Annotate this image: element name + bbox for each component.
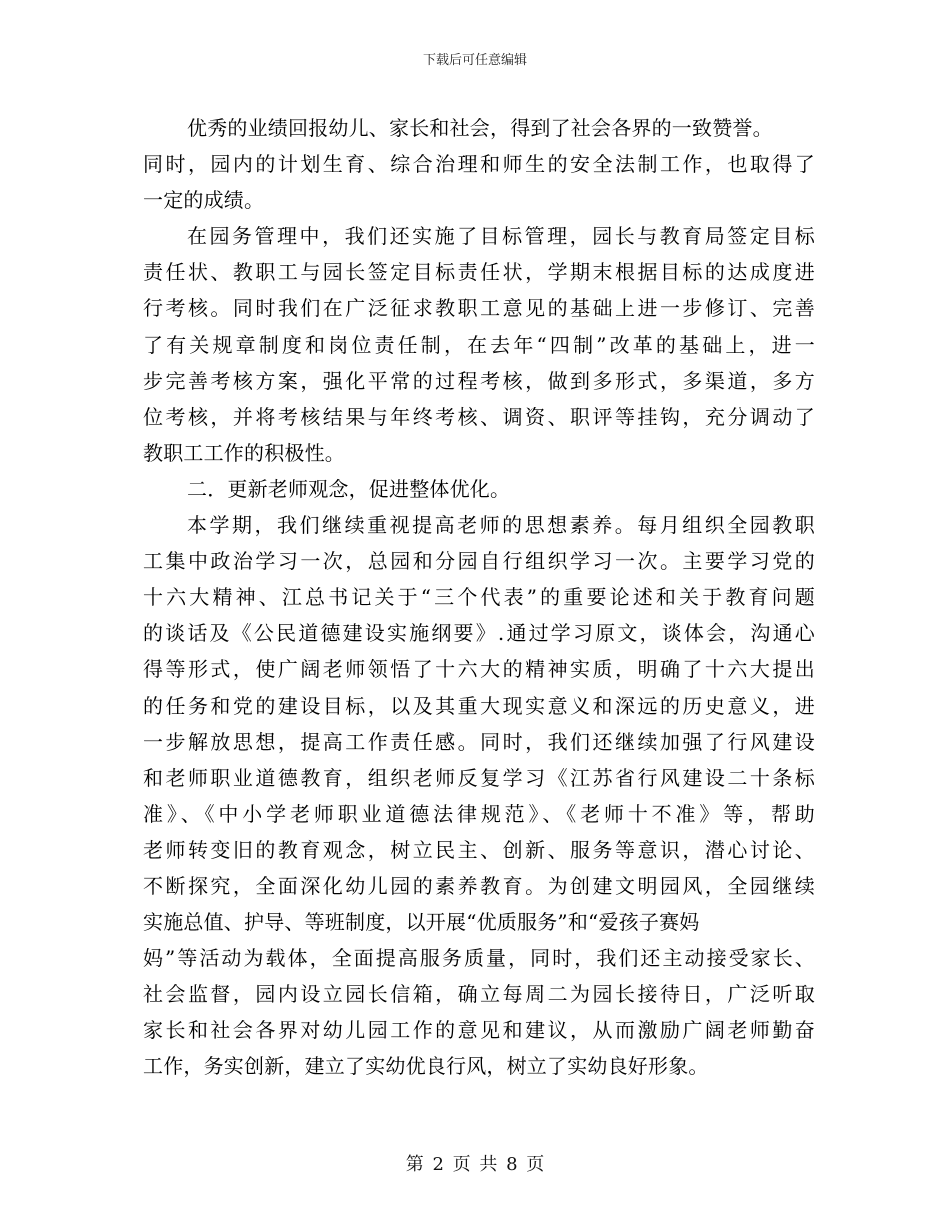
page-header: 下载后可任意编辑 [422,53,527,68]
text-line: 步完善考核方案，强化平常的过程考核，做到多形式，多渠道，多方 [143,368,815,393]
text-line: 社会监督，园内设立园长信箱，确立每周二为园长接待日，广泛听取 [143,982,815,1007]
text-line: 同时，园内的计划生育、综合治理和师生的安全法制工作，也取得了 [143,152,815,177]
text-line: 家长和社会各界对幼儿园工作的意见和建议，从而激励广阔老师勤奋 [143,1018,815,1043]
text-line: 得等形式，使广阔老师领悟了十六大的精神实质，明确了十六大提出 [143,657,815,682]
text-line: 准》、《中小学老师职业道德法律规范》、《老师十不准》等，帮助 [143,801,815,826]
text-line: 工作，务实创新，建立了实幼优良行风，树立了实幼良好形象。 [143,1054,709,1079]
text-line: 优秀的业绩回报幼儿、家长和社会，得到了社会各界的一致赞誉。 [187,116,773,140]
text-line: 十六大精神、江总书记关于“三个代表”的重要论述和关于教育问题 [143,585,815,610]
text-line: 教职工工作的积极性。 [143,440,345,465]
text-line: 老师转变旧的教育观念，树立民主、创新、服务等意识，潜心讨论、 [143,837,815,862]
text-line: 在园务管理中，我们还实施了目标管理，园长与教育局签定目标 [187,224,815,249]
text-line: 和老师职业道德教育，组织老师反复学习《江苏省行风建设二十条标 [143,765,815,790]
text-line: 责任状、教职工与园长签定目标责任状，学期末根据目标的达成度进 [143,260,815,285]
text-line: 的任务和党的建设目标，以及其重大现实意义和深远的历史意义，进 [143,693,815,718]
section-heading: 二．更新老师观念，促进整体优化。 [187,476,511,501]
text-line: 一定的成绩。 [143,188,265,213]
text-line: 实施总值、护导、等班制度，以开展“优质服务”和“爱孩子赛妈 [143,910,700,935]
text-line: 行考核。同时我们在广泛征求教职工意见的基础上进一步修订、完善 [143,296,815,321]
text-line: 工集中政治学习一次，总园和分园自行组织学习一次。主要学习党的 [143,549,815,574]
page-number: 第 2 页 共 8 页 [405,1154,545,1175]
text-line: 一步解放思想，提高工作责任感。同时，我们还继续加强了行风建设 [143,729,815,754]
text-line: 不断探究，全面深化幼儿园的素养教育。为创建文明园风，全园继续 [143,873,815,898]
text-line: 了有关规章制度和岗位责任制，在去年“四制”改革的基础上，进一 [143,332,815,357]
text-line: 位考核，并将考核结果与年终考核、调资、职评等挂钩，充分调动了 [143,404,815,429]
text-line: 本学期，我们继续重视提高老师的思想素养。每月组织全园教职 [187,513,815,538]
text-line: 妈”等活动为载体，全面提高服务质量，同时，我们还主动接受家长、 [143,946,815,971]
text-line: 的谈话及《公民道德建设实施纲要》.通过学习原文，谈体会，沟通心 [143,621,815,646]
document-body [143,110,815,1085]
